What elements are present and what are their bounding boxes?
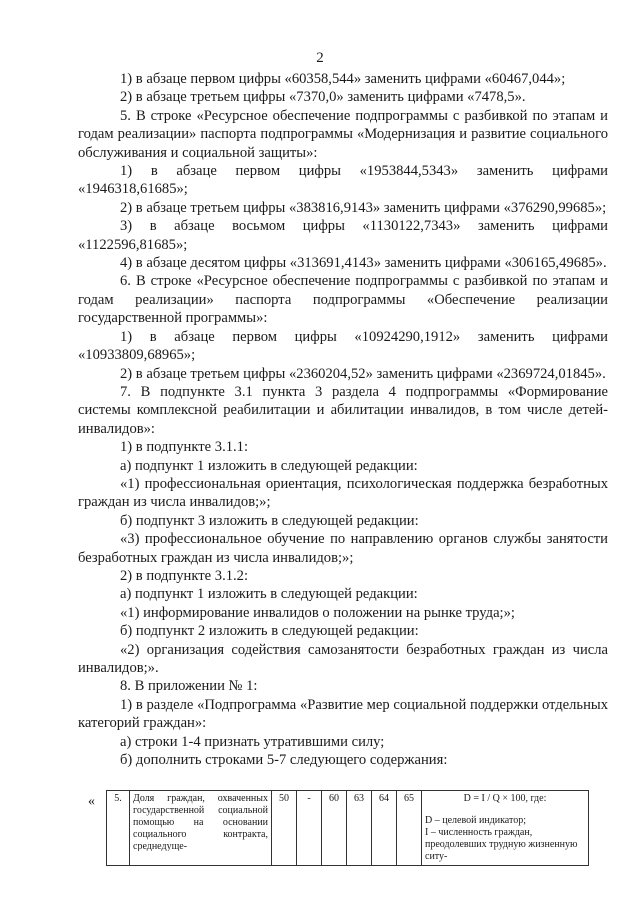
row-number: 5. (107, 791, 130, 866)
paragraph: 8. В приложении № 1: (120, 678, 258, 695)
paragraph: 2) в подпункте 3.1.2: (120, 567, 249, 584)
paragraph: а) строки 1-4 признать утратившими силу; (120, 733, 385, 750)
paragraph: 2) в абзаце третьем цифры «383816,9143» заменить цифрами «376290,99685»; (120, 199, 607, 216)
paragraph: б) подпункт 3 изложить в следующей редакции: (120, 512, 419, 529)
formula: D = I / Q × 100, где: (463, 793, 547, 804)
paragraph: 6. В строке «Ресурсное обеспечение подпрограммы с разбивкой по этапам и годам реализации» паспорта подпрограммы «Обеспечение реализации государственной программы»: (78, 273, 608, 327)
paragraph: 1) в абзаце первом цифры «10924290,1912» заменить цифрами «10933809,68965»; (78, 328, 608, 364)
value-cell: 65 (397, 791, 422, 866)
paragraph: 1) в абзаце первом цифры «1953844,5343» заменить цифрами «1946318,61685»; (78, 163, 608, 198)
paragraph: 2) в абзаце третьем цифры «7370,0» заменить цифрами «7478,5». (120, 89, 526, 106)
value-cell: 50 (272, 791, 297, 866)
paragraph: 3) в абзаце восьмом цифры «1130122,7343» заменить цифрами «1122596,81685»; (78, 218, 608, 253)
value-cell: 64 (372, 791, 397, 866)
paragraph: а) подпункт 1 изложить в следующей редакции: (120, 457, 418, 474)
formula-legend: D – целевой индикатор; (425, 815, 526, 826)
paragraph: 1) в разделе «Подпрограмма «Развитие мер социальной поддержки отдельных категорий граждан»: (78, 696, 608, 732)
value-cell: - (297, 791, 322, 866)
paragraph: 5. В строке «Ресурсное обеспечение подпрограммы с разбивкой по этапам и годам реализации» паспорта подпрограммы «Модернизация и развитие социального обслуживания и социальной защиты»: (78, 107, 608, 161)
paragraph: а) подпункт 1 изложить в следующей редакции: (120, 586, 418, 603)
paragraph: б) дополнить строками 5-7 следующего содержания: (120, 752, 448, 769)
paragraph: 1) в подпункте 3.1.1: (120, 439, 249, 456)
paragraph: 7. В подпункте 3.1 пункта 3 раздела 4 подпрограммы «Формирование системы комплексной реабилитации и абилитации инвалидов, в том числе детей-инвалидов»: (78, 383, 608, 437)
indicator-table (106, 790, 589, 866)
paragraph: 2) в абзаце третьем цифры «2360204,52» заменить цифрами «2369724,01845». (120, 365, 606, 382)
value-cell: 63 (347, 791, 372, 866)
calculation-method (422, 791, 589, 866)
page-number: 2 (316, 50, 324, 66)
indicator-name-text: Доля граждан, охваченных государственной социальной помощью на основании социального контракта, среднедуще- (133, 793, 268, 851)
formula-legend: I – численность граждан, преодолевших трудную жизненную ситу- (425, 827, 578, 862)
paragraph: «1) профессиональная ориентация, психологическая поддержка безработных граждан из числа инвалидов;»; (78, 475, 608, 511)
paragraph: 1) в абзаце первом цифры «60358,544» заменить цифрами «60467,044»; (120, 71, 566, 87)
paragraph: 4) в абзаце десятом цифры «313691,4143» заменить цифрами «306165,49685». (120, 255, 607, 272)
paragraph: «2) организация содействия самозанятости безработных граждан из числа инвалидов;». (78, 641, 608, 676)
paragraph: «3) профессиональное обучение по направлению органов службы занятости безработных граждан из числа инвалидов;»; (78, 531, 608, 566)
table-open-quote: « (88, 794, 95, 809)
table-row (107, 791, 589, 866)
value-cell: 60 (322, 791, 347, 866)
paragraph: «1) информирование инвалидов о положении на рынке труда;»; (120, 604, 515, 621)
document-body (78, 70, 608, 769)
indicator-name (130, 791, 272, 866)
paragraph: б) подпункт 2 изложить в следующей редакции: (120, 623, 419, 640)
